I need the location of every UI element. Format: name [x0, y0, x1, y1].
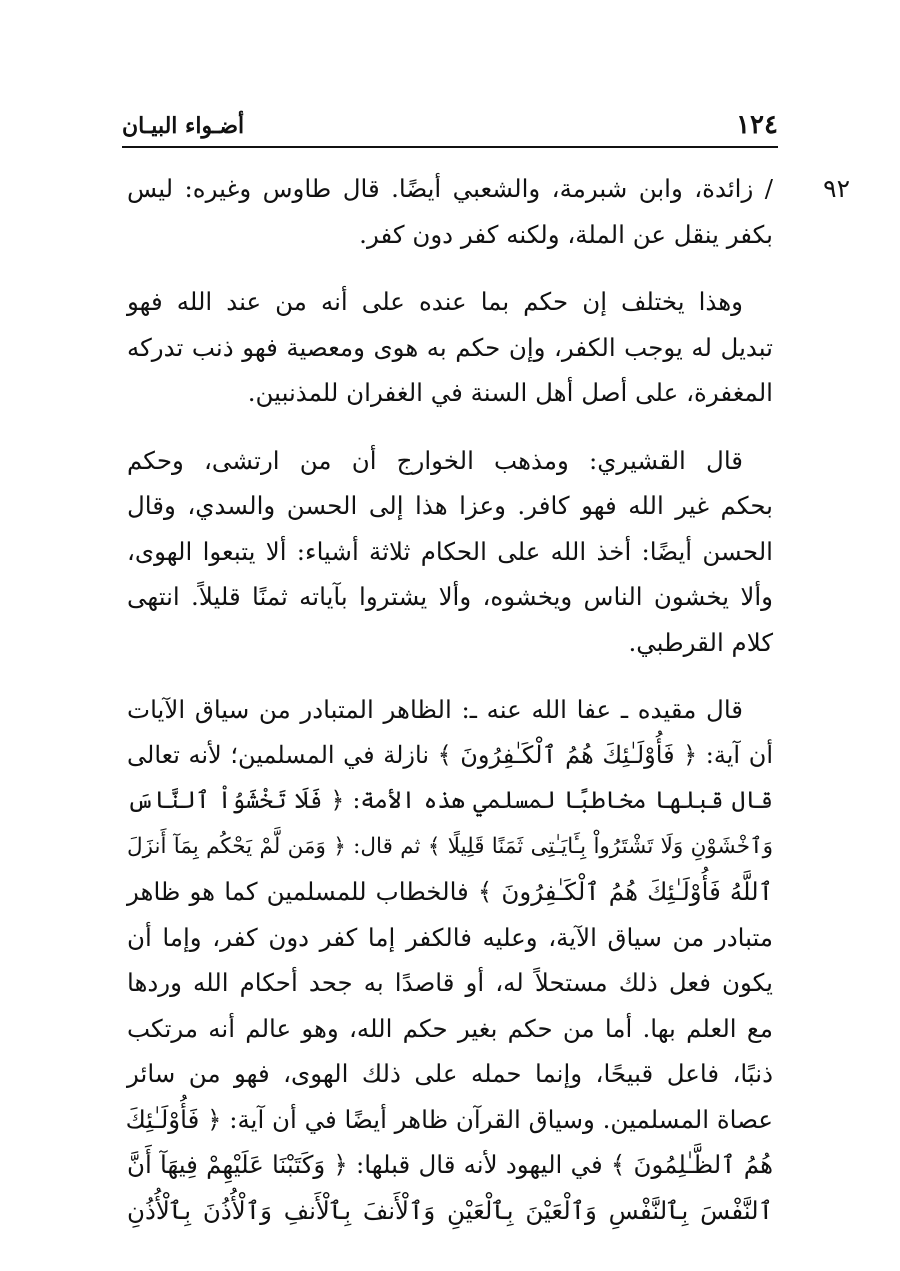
main-text	[127, 166, 773, 1255]
paragraph	[127, 687, 773, 1233]
paragraph	[127, 438, 773, 666]
text-line: مع العلم بها. أما من حكم بغير حكم الله، وهو عالم أنه مرتكب	[127, 1013, 773, 1043]
text-line: يكون فعل ذلك مستحلاً له، أو قاصدًا به جحد أحكام الله وردها	[127, 968, 773, 997]
text-line: ٱلنَّفْسَ بِٱلنَّفْسِ وَٱلْعَيْنَ بِٱلْعَيْنِ وَٱلْأَنفَ بِٱلْأَنفِ وَٱلْأُذُنَ بِٱلْأُذُنِ	[127, 1195, 773, 1225]
margin-page-reference: ٩٢	[823, 174, 850, 203]
text-line: وَٱخْشَوْنِ وَلَا تَشْتَرُواْ بِـَٔايَـٰتِى ثَمَنًا قَلِيلًا ﴾ ثم قال: ﴿ وَمَن لَّمْ يَحْكُم بِمَآ أَنزَلَ	[127, 833, 773, 859]
text-line: قال قبلها مخاطبًا لمسلمي هذه الأمة: ﴿ فَلَا تَخْشَوُاْ ٱلنَّاسَ	[127, 786, 773, 814]
text-line: أن آية: ﴿ فَأُوْلَـٰئِكَ هُمُ ٱلْكَـٰفِرُونَ ﴾ نازلة في المسلمين؛ لأنه تعالى	[127, 740, 774, 769]
text-line: وهذا يختلف إن حكم بما عنده على أنه من عند الله فهو	[127, 287, 743, 316]
text-line: / زائدة، وابن شبرمة، والشعبي أيضًا. قال طاوس وغيره: ليس	[127, 174, 773, 203]
header-divider	[122, 146, 778, 148]
text-line: متبادر من سياق الآية، وعليه فالكفر إما كفر دون كفر، وإما أن	[127, 922, 773, 952]
text-line: عصاة المسلمين. وسياق القرآن ظاهر أيضًا في أن آية: ﴿ فَأُوْلَـٰئِكَ	[125, 1104, 773, 1134]
text-line: قال مقيده ـ عفا الله عنه ـ: الظاهر المتبادر من سياق الآيات	[127, 695, 743, 724]
text-line: ٱللَّهُ فَأُوْلَـٰئِكَ هُمُ ٱلْكَـٰفِرُونَ ﴾ فالخطاب للمسلمين كما هو ظاهر	[127, 877, 773, 906]
page-number: ١٢٤	[736, 110, 778, 140]
paragraph	[127, 166, 773, 257]
text-line: قال القشيري: ومذهب الخوارج أن من ارتشى، وحكم	[127, 445, 743, 475]
text-line: الحسن أيضًا: أخذ الله على الحكام ثلاثة أشياء: ألا يتبعوا الهوى،	[127, 536, 773, 566]
paragraph	[127, 279, 773, 416]
text-line: بكفر ينقل عن الملة، ولكنه كفر دون كفر.	[359, 219, 773, 249]
text-line: هُمُ ٱلظَّـٰلِمُونَ ﴾ في اليهود لأنه قال قبلها: ﴿ وَكَتَبْنَا عَلَيْهِمْ فِيهَآ أَنَّ	[127, 1150, 773, 1179]
text-line: وألا يخشون الناس ويخشوه، وألا يشتروا بآياته ثمنًا قليلاً. انتهى	[127, 582, 773, 611]
text-line: بحكم غير الله فهو كافر. وعزا هذا إلى الحسن والسدي، وقال	[127, 491, 773, 520]
text-line: كلام القرطبي.	[628, 627, 773, 657]
page-header	[122, 108, 778, 144]
book-title: أضـواء البيـان	[122, 113, 245, 139]
text-line: تبديل له يوجب الكفر، وإن حكم به هوى ومعصية فهو ذنب تدركه	[127, 332, 773, 362]
text-line: المغفرة، على أصل أهل السنة في الغفران للمذنبين.	[247, 378, 773, 407]
text-line: ذنبًا، فاعل قبيحًا، وإنما حمله على ذلك الهوى، فهو من سائر	[127, 1059, 773, 1088]
